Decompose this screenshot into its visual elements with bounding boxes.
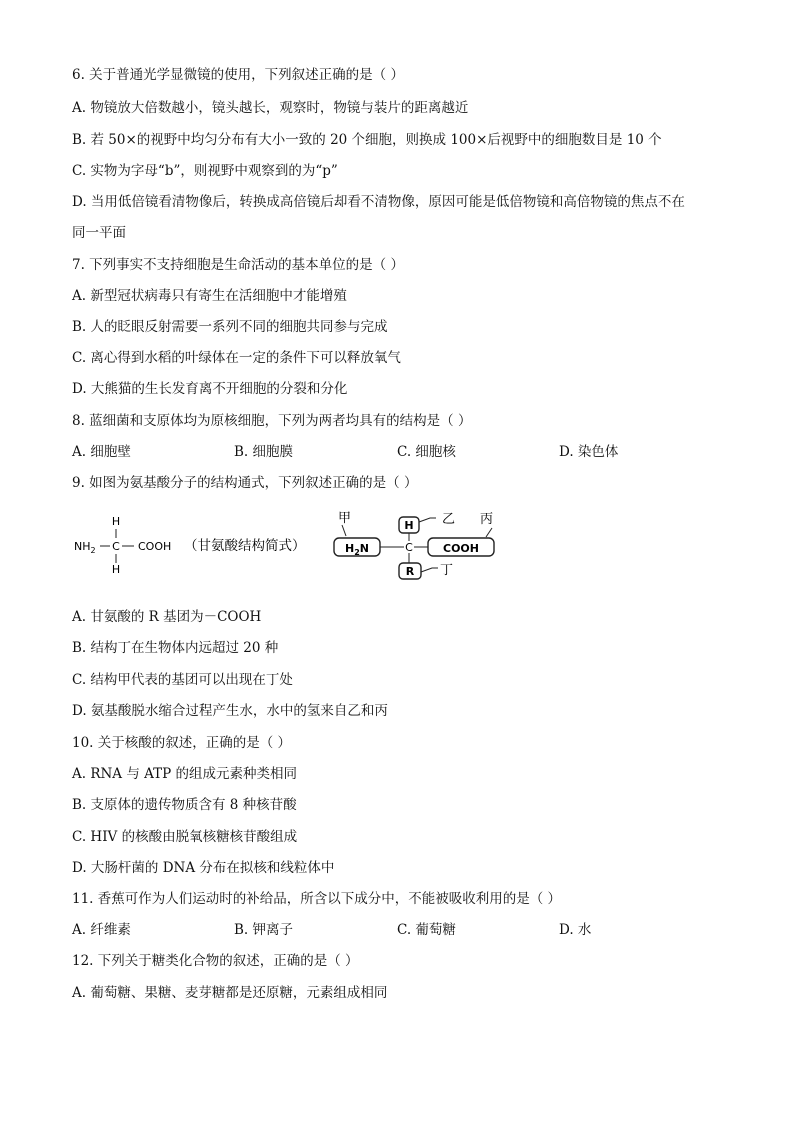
q11-option-c: C. 葡萄糖 [397, 922, 456, 938]
general-structure [334, 511, 494, 579]
q9-option-d: D. 氨基酸脱水缩合过程产生水，水中的氢来自乙和丙 [72, 703, 388, 719]
q10-option-c: C. HIV 的核酸由脱氧核糖核苷酸组成 [72, 829, 298, 845]
q12-stem: 12. 下列关于糖类化合物的叙述，正确的是（ ） [72, 953, 359, 969]
q7-option-c: C. 离心得到水稻的叶绿体在一定的条件下可以释放氧气 [72, 350, 401, 366]
glycine-bottom-h: H [111, 563, 121, 576]
q8-option-a: A. 细胞壁 [72, 444, 131, 460]
q6-option-a: A. 物镜放大倍数越小，镜头越长，观察时，物镜与装片的距离越近 [72, 100, 469, 116]
general-h: H [404, 519, 414, 532]
q6-stem: 6. 关于普通光学显微镜的使用，下列叙述正确的是（ ） [72, 67, 404, 83]
label-jia: 甲 [338, 511, 352, 526]
q10-option-d: D. 大肠杆菌的 DNA 分布在拟核和线粒体中 [72, 860, 335, 876]
carboxyl-group: COOH [443, 542, 479, 555]
glycine-structure [74, 515, 171, 576]
label-ding: 丁 [440, 563, 454, 578]
label-yi: 乙 [442, 512, 456, 527]
glycine-center-c: C [112, 540, 120, 553]
q9-stem: 9. 如图为氨基酸分子的结构通式，下列叙述正确的是（ ） [72, 475, 418, 491]
q11-option-b: B. 钾离子 [234, 922, 294, 938]
q9-option-b: B. 结构丁在生物体内远超过 20 种 [72, 640, 279, 656]
label-bing: 丙 [480, 512, 494, 527]
q6-option-b: B. 若 50×的视野中均匀分布有大小一致的 20 个细胞，则换成 100×后视野中的细胞数目是 10 个 [72, 132, 662, 148]
q6-option-c: C. 实物为字母“b”，则视野中观察到的为“p” [72, 163, 338, 179]
q10-stem: 10. 关于核酸的叙述，正确的是（ ） [72, 735, 292, 751]
q11-option-d: D. 水 [559, 922, 592, 938]
q8-option-d: D. 染色体 [559, 444, 619, 460]
q10-option-a: A. RNA 与 ATP 的组成元素种类相同 [72, 766, 298, 782]
amino-acid-figure [72, 508, 512, 596]
q11-option-a: A. 纤维素 [72, 922, 131, 938]
q8-stem: 8. 蓝细菌和支原体均为原核细胞，下列为两者均具有的结构是（ ） [72, 413, 472, 429]
q12-option-a: A. 葡萄糖、果糖、麦芽糖都是还原糖，元素组成相同 [72, 985, 388, 1001]
q7-option-a: A. 新型冠状病毒只有寄生在活细胞中才能增殖 [72, 288, 347, 304]
amino-group: $H_2N$ [344, 542, 370, 557]
q8-option-b: B. 细胞膜 [234, 444, 294, 460]
q7-stem: 7. 下列事实不支持细胞是生命活动的基本单位的是（ ） [72, 257, 404, 273]
q7-option-b: B. 人的眨眼反射需要一系列不同的细胞共同参与完成 [72, 319, 388, 335]
q9-option-a: A. 甘氨酸的 R 基团为－COOH [72, 609, 262, 625]
r-group: R [405, 565, 415, 578]
q6-option-d-continued: 同一平面 [72, 225, 126, 241]
glycine-top-h: H [111, 515, 121, 528]
q10-option-b: B. 支原体的遗传物质含有 8 种核苷酸 [72, 797, 297, 813]
q9-option-c: C. 结构甲代表的基团可以出现在丁处 [72, 672, 293, 688]
glycine-caption: （甘氨酸结构简式） [184, 538, 306, 554]
q7-option-d: D. 大熊猫的生长发育离不开细胞的分裂和分化 [72, 381, 348, 397]
q11-stem: 11. 香蕉可作为人们运动时的补给品，所含以下成分中，不能被吸收利用的是（ ） [72, 891, 562, 907]
q8-option-c: C. 细胞核 [397, 444, 456, 460]
q6-option-d: D. 当用低倍镜看清物像后，转换成高倍镜后却看不清物像，原因可能是低倍物镜和高倍物镜的焦点不在 [72, 194, 685, 210]
glycine-cooh: COOH [138, 540, 172, 553]
glycine-nh2: $NH_2$ [74, 540, 96, 555]
general-center-c: C [405, 541, 413, 554]
